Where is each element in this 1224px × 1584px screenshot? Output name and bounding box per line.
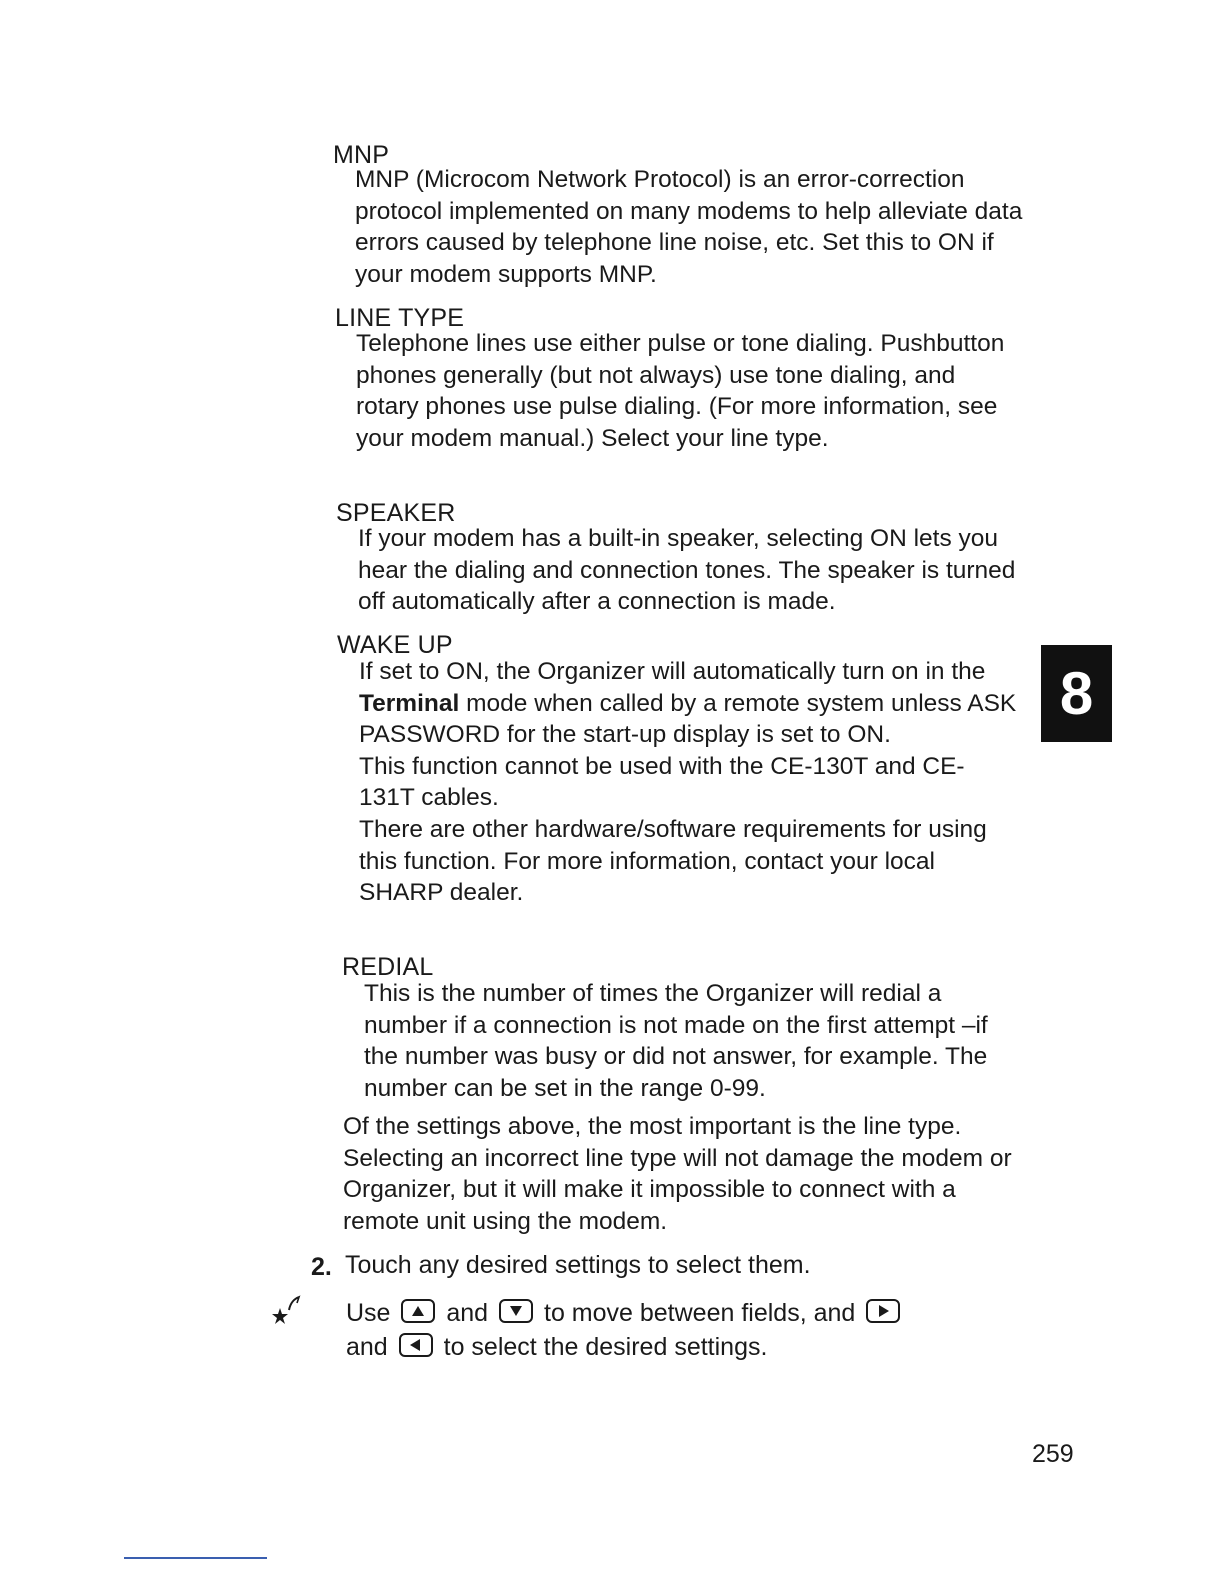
section-heading-speaker: SPEAKER [336,499,456,527]
section-body-wake-up [359,656,1019,909]
section-heading-line-type: LINE TYPE [335,304,465,332]
wake-up-paragraph-1: If set to ON, the Organizer will automatically turn on in the Terminal mode when called by a remote system unless ASK PASSWORD for the start-up display is set to ON. [359,658,1017,749]
up-arrow-key [401,1299,435,1323]
section-heading-redial: REDIAL [342,953,434,981]
summary-paragraph: Of the settings above, the most important is the line type. Selecting an incorrect line type will not damage the modem or Organizer, but it will make it impossible to connect with a remote unit using the modem. [343,1113,1012,1235]
wake-up-paragraph-3: There are other hardware/software requirements for using this function. For more information, contact your local SHARP dealer. [359,815,987,907]
terminal-mode-name: Terminal [359,689,460,717]
down-arrow-key [499,1299,533,1323]
up-arrow-icon [403,1301,433,1321]
step-number: 2. [311,1253,332,1281]
tip-star-icon [272,1294,302,1328]
chapter-tab: 8 [1041,645,1112,742]
left-arrow-icon [401,1335,431,1355]
section-body-redial [364,978,1024,1104]
section-heading-mnp: MNP [333,141,390,169]
down-arrow-icon [501,1301,531,1321]
section-body-speaker [358,523,1028,618]
line-type-paragraph: Telephone lines use either pulse or tone dialing. Pushbutton phones generally (but not always) use tone dialing, and rotary phones use pulse dialing. (For more information, see your modem manual.) Select your line type. [356,330,1005,452]
page-number: 259 [1032,1440,1074,1468]
speaker-paragraph: If your modem has a built-in speaker, selecting ON lets you hear the dialing and connection tones. The speaker is turned off automatically after a connection is made. [358,525,1016,616]
section-body-line-type [356,328,1016,454]
bottom-rule [124,1557,267,1559]
right-arrow-icon [868,1301,898,1321]
left-arrow-key [399,1333,433,1357]
tip-line-2: and to select the desired settings. [346,1333,768,1361]
section-heading-wake-up: WAKE UP [337,631,453,659]
redial-paragraph: This is the number of times the Organizer will redial a number if a connection is not made on the first attempt –if the number was busy or did not answer, for example. The number can be set in the range 0-99. [364,980,988,1102]
wake-up-paragraph-2: This function cannot be used with the CE-130T and CE-131T cables. [359,752,965,812]
mnp-paragraph: MNP (Microcom Network Protocol) is an error-correction protocol implemented on many modems to help alleviate data errors caused by telephone line noise, etc. Set this to ON if your modem supports MNP. [355,166,1023,288]
right-arrow-key [866,1299,900,1323]
section-body-mnp [355,164,1025,290]
tip-line-1: Use and to move between fields, and [346,1297,1026,1329]
step-text: Touch any desired settings to select them. [345,1251,811,1279]
